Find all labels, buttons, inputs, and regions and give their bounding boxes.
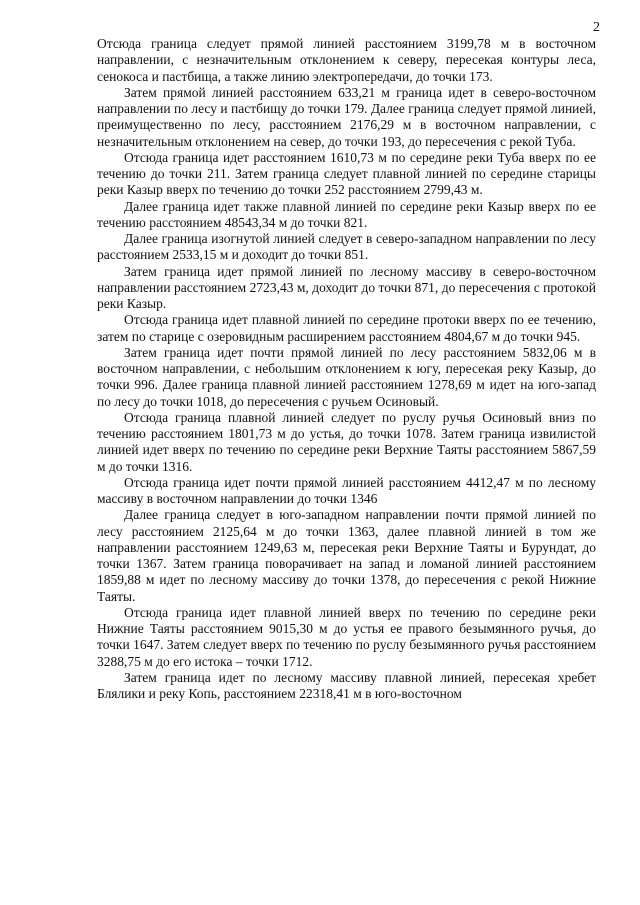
paragraph: Далее граница идет также плавной линией по середине реки Казыр вверх по ее течению расстоянием 48543,34 м до точки 821.: [97, 198, 596, 230]
paragraph: Затем граница идет прямой линией по лесному массиву в северо-восточном направлении расстоянием 2723,43 м, доходит до точки 871, до пересечения с протокой реки Казыр.: [97, 263, 596, 311]
paragraph: Затем прямой линией расстоянием 633,21 м граница идет в северо-восточном направлении по лесу и пастбищу до точки 179. Далее граница следует прямой линией, преимущественно по лесу, расстоянием 2176,29 м в восточном направлении, с незначительным отклонением на север, до точки 193, до пересечения с рекой Туба.: [97, 84, 596, 149]
paragraph: Отсюда граница идет плавной линией вверх по течению по середине реки Нижние Таяты расстоянием 9015,30 м до устья ее правого безымянного ручья, до точки 1647. Затем следует вверх по течению по руслу безымянного ручья расстоянием 3288,75 м до его истока – точки 1712.: [97, 604, 596, 669]
paragraph: Затем граница идет по лесному массиву плавной линией, пересекая хребет Блялики и реку Копь, расстоянием 22318,41 м в юго-восточном: [97, 669, 596, 701]
paragraph: Затем граница идет почти прямой линией по лесу расстоянием 5832,06 м в восточном направлении, с небольшим отклонением к югу, пересекая реку Казыр, до точки 996. Далее граница плавной линией расстоянием 1278,69 м идет на юго-запад по лесу до точки 1018, до пересечения с ручьем Осиновый.: [97, 344, 596, 409]
document-body: [97, 36, 596, 702]
paragraph: Отсюда граница идет почти прямой линией расстоянием 4412,47 м по лесному массиву в восточном направлении до точки 1346: [97, 474, 596, 506]
paragraph: Далее граница следует в юго-западном направлении почти прямой линией по лесу расстоянием 2125,64 м до точки 1363, далее плавной линией в том же направлении расстоянием 1249,63 м, пересекая реки Верхние Таяты и Бурундат, до точки 1367. Затем граница поворачивает на запад и ломаной линией расстоянием 1859,88 м идет по лесному массиву до точки 1378, до пересечения с рекой Нижние Таяты.: [97, 507, 596, 604]
paragraph: Отсюда граница следует прямой линией расстоянием 3199,78 м в восточном направлении, с незначительным отклонением к северу, пересекая контуры леса, сенокоса и пастбища, а также линию электропередачи, до точки 173.: [97, 36, 596, 84]
paragraph: Отсюда граница идет расстоянием 1610,73 м по середине реки Туба вверх по ее течению до точки 211. Затем граница следует плавной линией по середине старицы реки Казыр вверх по течению до точки 252 расстоянием 2799,43 м.: [97, 149, 596, 198]
paragraph: Отсюда граница идет плавной линией по середине протоки вверх по ее течению, затем по старице с озеровидным расширением расстоянием 4804,67 м до точки 945.: [97, 312, 596, 344]
page-number: 2: [593, 20, 600, 35]
paragraph: Отсюда граница плавной линией следует по руслу ручья Осиновый вниз по течению расстоянием 1801,73 м до устья, до точки 1078. Затем граница извилистой линией идет вверх по течению по середине реки Верхние Таяты расстоянием 5867,59 м до точки 1316.: [97, 409, 596, 474]
paragraph: Далее граница изогнутой линией следует в северо-западном направлении по лесу расстоянием 2533,15 м и доходит до точки 851.: [97, 231, 596, 263]
